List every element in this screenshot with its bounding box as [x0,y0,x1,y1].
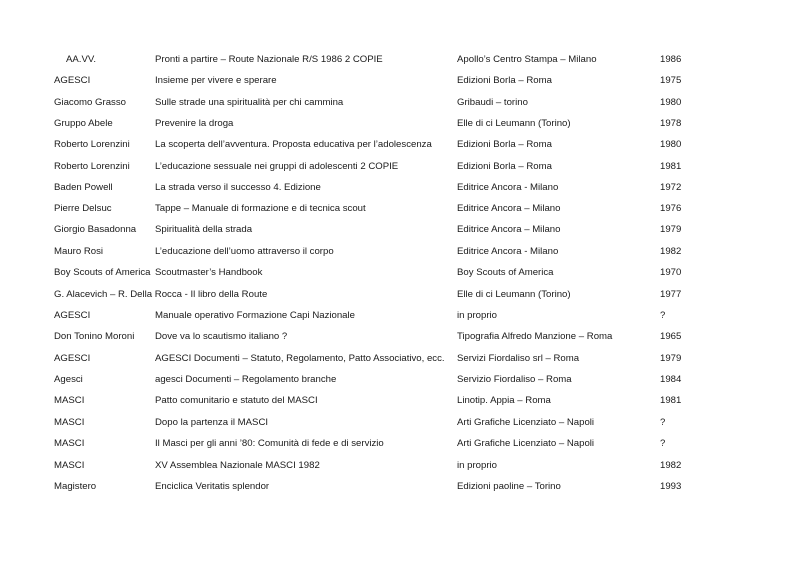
year-cell: 1979 [660,353,682,364]
table-row [0,181,800,195]
author-cell: G. Alacevich – R. Della Rocca - Il libro della Route [54,289,268,300]
table-row [0,416,800,430]
publisher-cell: Editrice Ancora - Milano [457,182,559,193]
publisher-cell: Elle di ci Leumann (Torino) [457,289,571,300]
author-cell: Pierre Delsuc [54,203,112,214]
title-cell: L’educazione dell’uomo attraverso il corpo [155,246,334,257]
title-cell: Patto comunitario e statuto del MASCI [155,395,318,406]
author-cell: AGESCI [54,353,91,364]
year-cell: ? [660,438,666,449]
author-cell: AA.VV. [66,54,97,65]
author-cell: AGESCI [54,310,91,321]
title-cell: Pronti a partire – Route Nazionale R/S 1986 2 COPIE [155,54,383,65]
publisher-cell: Edizioni Borla – Roma [457,75,552,86]
title-cell: Insieme per vivere e sperare [155,75,277,86]
title-cell: AGESCI Documenti – Statuto, Regolamento, Patto Associativo, ecc. [155,353,445,364]
author-cell: Giorgio Basadonna [54,224,137,235]
publisher-cell: Servizi Fiordaliso srl – Roma [457,353,580,364]
title-cell: L’educazione sessuale nei gruppi di adolescenti 2 COPIE [155,161,399,172]
table-row [0,160,800,174]
title-cell: agesci Documenti – Regolamento branche [155,374,337,385]
year-cell: ? [660,417,666,428]
year-cell: 1970 [660,267,682,278]
table-row [0,138,800,152]
author-cell: Roberto Lorenzini [54,139,130,150]
publisher-cell: Boy Scouts of America [457,267,554,278]
year-cell: 1982 [660,460,682,471]
publisher-cell: Gribaudi – torino [457,97,528,108]
table-row [0,288,800,302]
author-cell: Gruppo Abele [54,118,113,129]
author-cell: MASCI [54,460,85,471]
year-cell: 1981 [660,161,682,172]
year-cell: 1972 [660,182,682,193]
year-cell: 1975 [660,75,682,86]
author-cell: MASCI [54,417,85,428]
title-cell: La scoperta dell’avventura. Proposta educativa per l’adolescenza [155,139,432,150]
author-cell: Roberto Lorenzini [54,161,130,172]
title-cell: Il Masci per gli anni ’80: Comunità di fede e di servizio [155,438,384,449]
year-cell: 1978 [660,118,682,129]
year-cell: 1982 [660,246,682,257]
table-row [0,330,800,344]
table-row [0,223,800,237]
table-row [0,74,800,88]
author-cell: Baden Powell [54,182,113,193]
publisher-cell: Elle di ci Leumann (Torino) [457,118,571,129]
title-cell: Scoutmaster’s Handbook [155,267,263,278]
table-row [0,352,800,366]
author-cell: Mauro Rosi [54,246,104,257]
table-row [0,309,800,323]
title-cell: Dopo la partenza il MASCI [155,417,269,428]
year-cell: 1984 [660,374,682,385]
table-row [0,245,800,259]
publisher-cell: Arti Grafiche Licenziato – Napoli [457,417,595,428]
year-cell: 1977 [660,289,682,300]
year-cell: 1980 [660,97,682,108]
author-cell: Magistero [54,481,97,492]
author-cell: MASCI [54,395,85,406]
title-cell: Tappe – Manuale di formazione e di tecnica scout [155,203,366,214]
publisher-cell: Editrice Ancora - Milano [457,246,559,257]
publisher-cell: in proprio [457,460,497,471]
author-cell: Don Tonino Moroni [54,331,135,342]
publisher-cell: Linotip. Appia – Roma [457,395,551,406]
publisher-cell: in proprio [457,310,497,321]
author-cell: Giacomo Grasso [54,97,126,108]
year-cell: 1993 [660,481,682,492]
year-cell: 1979 [660,224,682,235]
title-cell: Sulle strade una spiritualità per chi cammina [155,97,344,108]
table-row [0,117,800,131]
author-cell: Agesci [54,374,83,385]
publisher-cell: Edizioni paoline – Torino [457,481,561,492]
table-row [0,96,800,110]
author-cell: MASCI [54,438,85,449]
title-cell: XV Assemblea Nazionale MASCI 1982 [155,460,320,471]
publisher-cell: Servizio Fiordaliso – Roma [457,374,572,385]
publisher-cell: Edizioni Borla – Roma [457,161,552,172]
title-cell: Dove va lo scautismo italiano ? [155,331,288,342]
title-cell: Enciclica Veritatis splendor [155,481,270,492]
year-cell: ? [660,310,666,321]
publisher-cell: Editrice Ancora – Milano [457,203,561,214]
year-cell: 1965 [660,331,682,342]
table-row [0,480,800,494]
table-row [0,373,800,387]
table-row [0,53,800,67]
title-cell: La strada verso il successo 4. Edizione [155,182,321,193]
year-cell: 1976 [660,203,682,214]
publisher-cell: Edizioni Borla – Roma [457,139,552,150]
table-row [0,202,800,216]
table-row [0,459,800,473]
table-row [0,266,800,280]
title-cell: Spiritualità della strada [155,224,253,235]
year-cell: 1981 [660,395,682,406]
year-cell: 1986 [660,54,682,65]
year-cell: 1980 [660,139,682,150]
publisher-cell: Tipografia Alfredo Manzione – Roma [457,331,613,342]
publisher-cell: Apollo’s Centro Stampa – Milano [457,54,597,65]
title-cell: Manuale operativo Formazione Capi Nazionale [155,310,355,321]
publisher-cell: Editrice Ancora – Milano [457,224,561,235]
title-cell: Prevenire la droga [155,118,234,129]
table-row [0,394,800,408]
table-row [0,437,800,451]
author-cell: AGESCI [54,75,91,86]
publisher-cell: Arti Grafiche Licenziato – Napoli [457,438,595,449]
author-cell: Boy Scouts of America [54,267,151,278]
